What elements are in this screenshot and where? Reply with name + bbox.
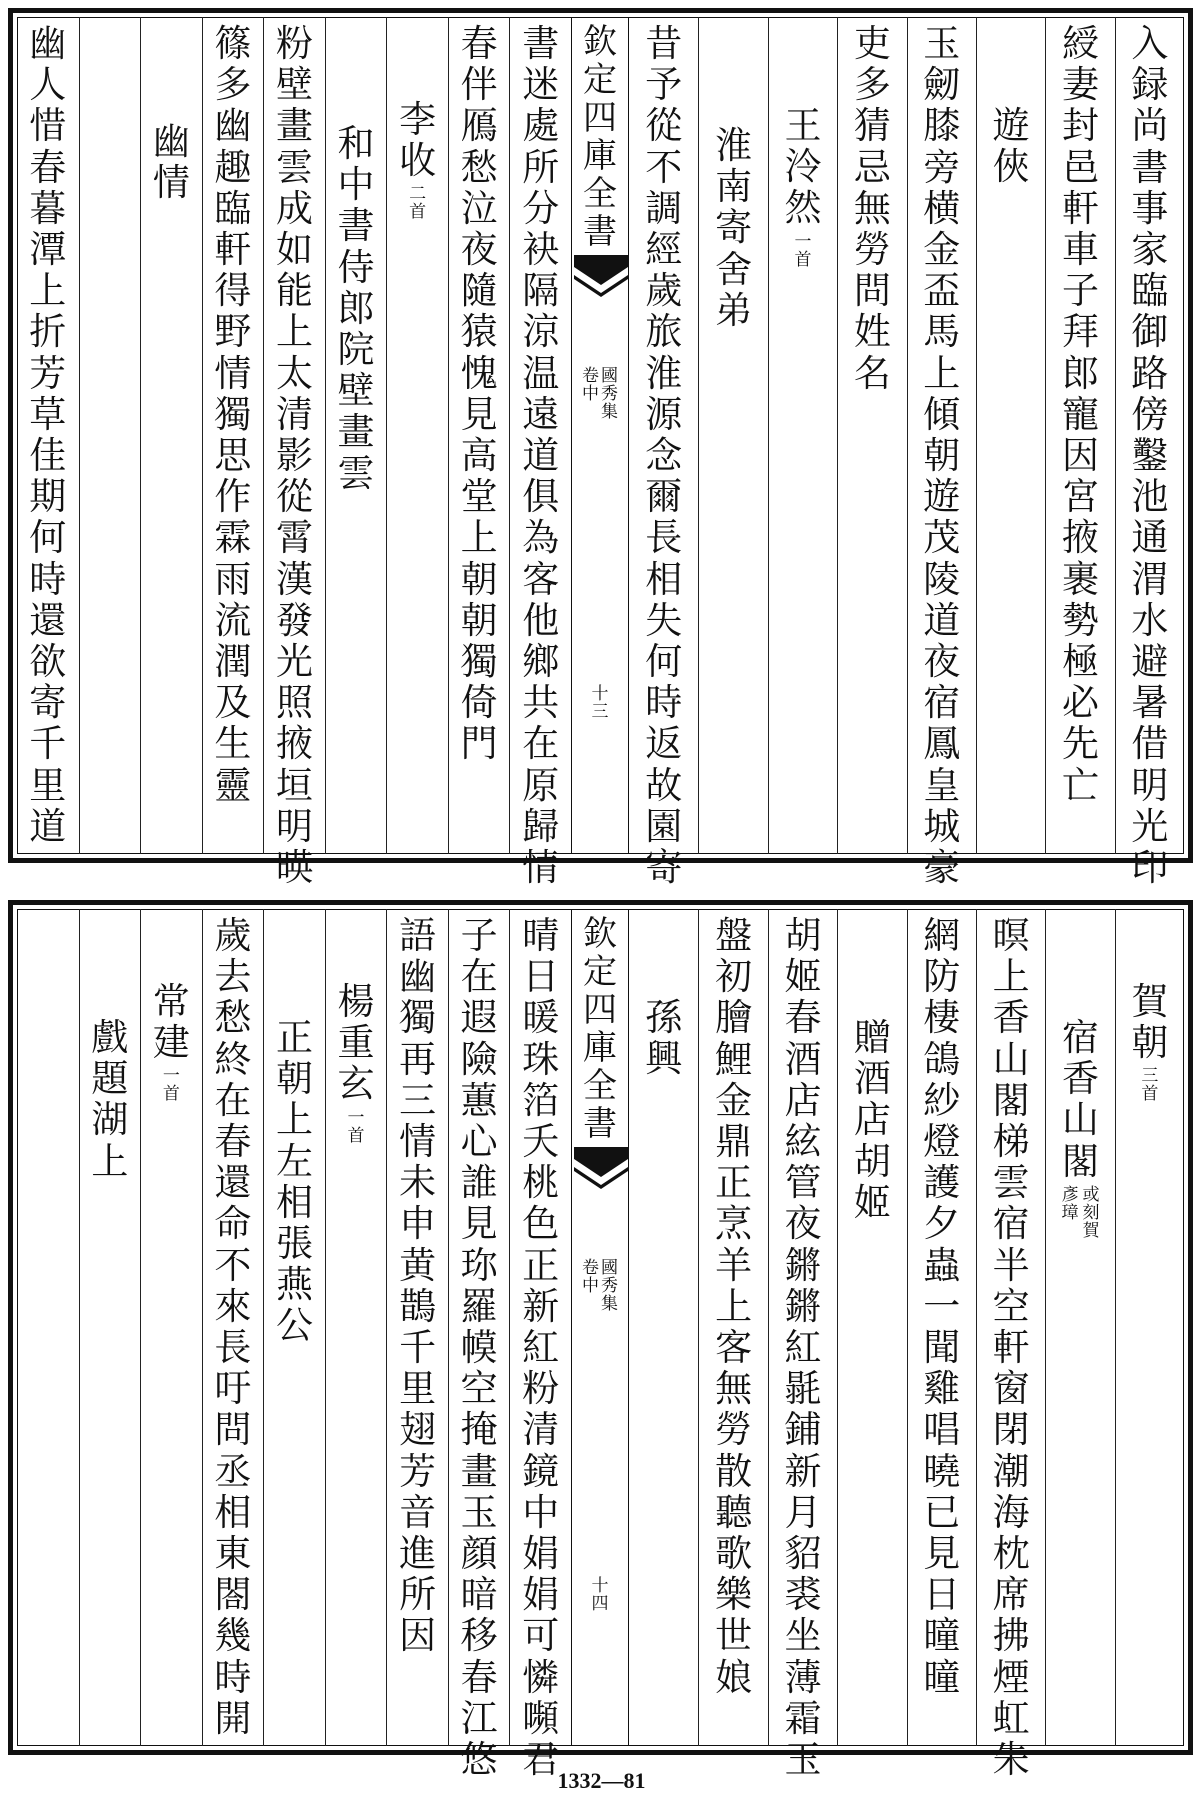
text-column	[976, 909, 1045, 1782]
column-text: 宿 香 山 閣 或 刻 賀 彥 璋	[1061, 1016, 1100, 1241]
column-text: 吏 多 猜 忌 無 勞 問 姓 名	[853, 22, 891, 395]
small-note: 一 首	[162, 1066, 180, 1105]
text-column	[1045, 17, 1114, 854]
text-column	[976, 17, 1045, 854]
text-column	[386, 17, 448, 854]
text-column	[837, 17, 906, 854]
column-text: 楊 重 玄 一 首	[337, 980, 375, 1146]
text-column	[325, 17, 387, 854]
upper-volume-label: 國 秀 集 卷 中	[582, 366, 618, 422]
column-text: 贈 酒 店 胡 姬	[853, 1016, 891, 1224]
text-column	[698, 17, 767, 854]
upper-left-columns	[17, 17, 571, 890]
upper-center-column	[571, 17, 629, 854]
text-column	[202, 909, 264, 1746]
column-text: 歲 去 愁 終 在 春 還 命 不 來 長 吁 問 丞 相 東 閤 幾 時 開	[214, 914, 252, 1740]
text-column	[907, 17, 976, 890]
column-text: 幽 情	[152, 120, 190, 205]
upper-right-columns	[629, 17, 1184, 890]
small-note: 一 首	[794, 231, 812, 270]
small-note: 三 首	[1141, 1066, 1159, 1105]
column-text: 李 收 二 首	[399, 98, 437, 223]
fishtail-mark	[574, 255, 628, 299]
column-text: 子 在 遐 險 蕙 心 誰 見 珎 羅 幙 空 掩 畫 玉 顔 暗 移 春 江 悠	[460, 914, 498, 1782]
column-text: 戲 題 湖 上	[91, 1016, 129, 1183]
column-text: 盤 初 膾 鯉 金 鼎 正 烹 羊 上 客 無 勞 散 聽 歌 樂 世 娘	[715, 914, 753, 1699]
text-column	[17, 909, 79, 1746]
column-text: 語 幽 獨 再 三 情 未 申 黄 鵲 千 里 翅 芳 音 進 所 因	[399, 914, 437, 1658]
upper-page-number: 十 三	[591, 684, 609, 722]
text-column	[629, 17, 698, 890]
text-column	[140, 909, 202, 1746]
column-text: 篠 多 幽 趣 臨 軒 得 野 情 獨 思 作 霖 雨 流 潤 及 生 靈	[214, 22, 252, 807]
column-text: 正 朝 上 左 相 張 燕 公	[275, 1016, 313, 1348]
text-column	[17, 17, 79, 854]
text-column	[263, 909, 325, 1746]
column-text: 網 防 棲 鴿 紗 燈 護 夕 蟲 一 聞 雞 唱 曉 已 見 日 曈 曈	[923, 914, 961, 1699]
text-column	[698, 909, 767, 1746]
column-text: 玉 劒 膝 旁 横 金 盃 馬 上 傾 朝 遊 茂 陵 道 夜 宿 鳳 皇 城 豪	[923, 22, 961, 890]
column-text: 淮 南 寄 舍 弟	[715, 124, 753, 332]
column-text: 綬 妻 封 邑 軒 車 子 拜 郎 寵 因 宮 掖 裹 勢 極 必 先 亡	[1061, 22, 1099, 807]
text-column	[768, 17, 837, 854]
text-column	[509, 17, 571, 890]
column-text: 和 中 書 侍 郎 院 壁 畫 雲	[337, 122, 375, 495]
text-column	[448, 909, 510, 1782]
lower-center-column	[571, 909, 629, 1746]
column-text: 王 泠 然 一 首	[784, 104, 822, 270]
small-note: 或 刻 賀 彥 璋	[1061, 1184, 1100, 1241]
column-text: 賀 朝 三 首	[1131, 980, 1169, 1105]
text-column	[509, 909, 571, 1782]
fishtail-mark	[574, 1147, 628, 1191]
lower-right-columns	[629, 909, 1184, 1782]
text-column	[907, 909, 976, 1746]
text-column	[1115, 909, 1184, 1746]
text-column	[202, 17, 264, 854]
column-text: 孫 興	[645, 996, 683, 1081]
page-footer-number: 1332—81	[557, 1768, 646, 1793]
column-text: 幽 人 惜 春 暮 潭 上 折 芳 草 佳 期 何 時 還 欲 寄 千 里 道	[29, 22, 67, 848]
text-column	[386, 909, 448, 1746]
upper-page	[8, 8, 1193, 890]
column-text: 遊 俠	[992, 104, 1030, 189]
text-column	[263, 17, 325, 890]
small-note: 二 首	[409, 184, 427, 223]
column-text: 昔 予 從 不 調 經 歲 旅 淮 源 念 爾 長 相 失 何 時 返 故 園 寄	[645, 22, 683, 890]
text-column	[629, 909, 698, 1746]
lower-left-columns	[17, 909, 571, 1782]
lower-volume-label: 國 秀 集 卷 中	[582, 1258, 618, 1314]
text-column	[1115, 17, 1184, 890]
text-column	[140, 17, 202, 854]
text-column	[325, 909, 387, 1746]
column-text: 常 建 一 首	[152, 980, 190, 1105]
column-text: 書 迷 處 所 分 袂 隔 涼 温 遠 道 俱 為 客 他 鄉 共 在 原 歸 情	[522, 22, 560, 890]
lower-center-title: 欽 定 四 庫 全 書	[583, 914, 617, 1144]
column-text: 胡 姬 春 酒 店 絃 管 夜 鏘 鏘 紅 毾 鋪 新 月 貂 裘 坐 薄 霜 玉	[784, 914, 822, 1782]
text-column	[1045, 909, 1114, 1746]
column-text: 入 録 尚 書 事 家 臨 御 路 傍 鑿 池 通 渭 水 避 暑 借 明 光 印	[1131, 22, 1169, 890]
text-column	[448, 17, 510, 854]
column-text: 粉 壁 畫 雲 成 如 能 上 太 清 影 從 霄 漢 發 光 照 掖 垣 明 暎	[275, 22, 313, 890]
text-column	[79, 17, 141, 854]
text-column	[837, 909, 906, 1746]
column-text: 春 伴 鴈 愁 泣 夜 隨 猿 愧 見 高 堂 上 朝 朝 獨 倚 門	[460, 22, 498, 766]
text-column	[79, 909, 141, 1746]
column-text: 暝 上 香 山 閣 梯 雲 宿 半 空 軒 窗 閉 潮 海 枕 席 拂 煙 虹 朱	[992, 914, 1030, 1782]
upper-center-title: 欽 定 四 庫 全 書	[583, 22, 617, 252]
lower-page-number: 十 四	[591, 1576, 609, 1614]
small-note: 一 首	[347, 1107, 365, 1146]
text-column	[768, 909, 837, 1782]
column-text: 晴 日 暖 珠 箔 夭 桃 色 正 新 紅 粉 清 鏡 中 娟 娟 可 憐 嚬 君	[522, 914, 560, 1782]
